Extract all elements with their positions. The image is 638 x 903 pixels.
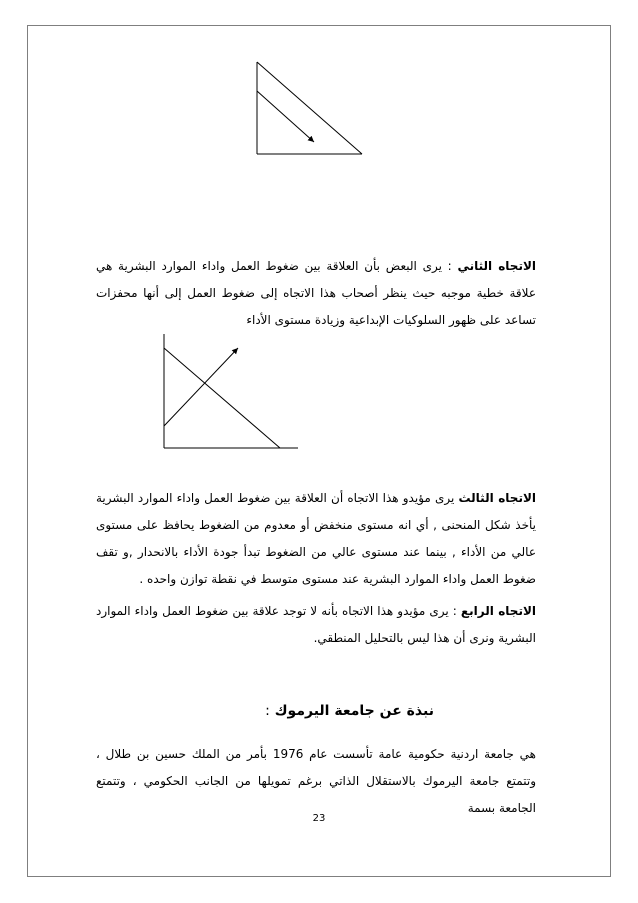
paragraph-4-text: : يرى مؤيدو هذا الاتجاه بأنه لا توجد علاقة بين ضغوط العمل واداء الموارد البشرية ونرى أن هذا ليس بالتحليل المنطقي. [96, 604, 536, 645]
paragraph-2-text: : يرى البعض بأن العلاقة بين ضغوط العمل واداء الموارد البشرية هي علاقة خطية موجبه حيث ينظر أصحاب هذا الاتجاه إلى ضغوط العمل إلى أنها محفزات تساعد على ظهور السلوكيات الإبداعية وزيادة مستوى الأداء [96, 259, 536, 327]
page-number: 23 [312, 813, 326, 824]
section-text: هي جامعة اردنية حكومية عامة تأسست عام 1976 بأمر من الملك حسين بن طلال ، وتتمتع جامعة اليرموك بالاستقلال الذاتي برغم تمويلها من الجانب الحكومي ، وتتمتع الجامعة بسمة [96, 747, 536, 815]
paragraph-fourth-approach [96, 598, 536, 652]
paragraph-yarmouk-intro [96, 741, 536, 822]
paragraph-3-title: الاتجاه الثالث [458, 491, 536, 505]
figure-positive-relationship [158, 328, 303, 456]
figure-2-descending-line [164, 348, 280, 448]
section-heading [265, 703, 434, 719]
section-heading-text: نبذة عن جامعة اليرموك [274, 703, 434, 719]
paragraph-third-approach [96, 485, 536, 593]
paragraph-2-title: الاتجاه الثاني [457, 259, 536, 273]
figure-2-arrow [164, 348, 238, 426]
section-heading-colon: : [265, 703, 270, 719]
paragraph-3-text: يرى مؤيدو هذا الاتجاه أن العلاقة بين ضغوط العمل واداء الموارد البشرية يأخذ شكل المنحنى , أي انه مستوى منخفض أو معدوم من الضغوط يحافظ على مستوى عالي من الأداء , بينما عند مستوى عالي من الضغوط تبدأ جودة الأداء بالانحدار ,و تقف ضغوط العمل واداء الموارد البشرية عند مستوى متوسط في نقطة توازن واحده . [96, 491, 536, 586]
figure-negative-relationship [250, 58, 370, 158]
paragraph-4-title: الاتجاه الرابع [460, 604, 537, 618]
paragraph-second-approach [96, 253, 536, 334]
figure-1-diagonal-line [257, 62, 362, 154]
figure-1-arrow [257, 91, 314, 142]
